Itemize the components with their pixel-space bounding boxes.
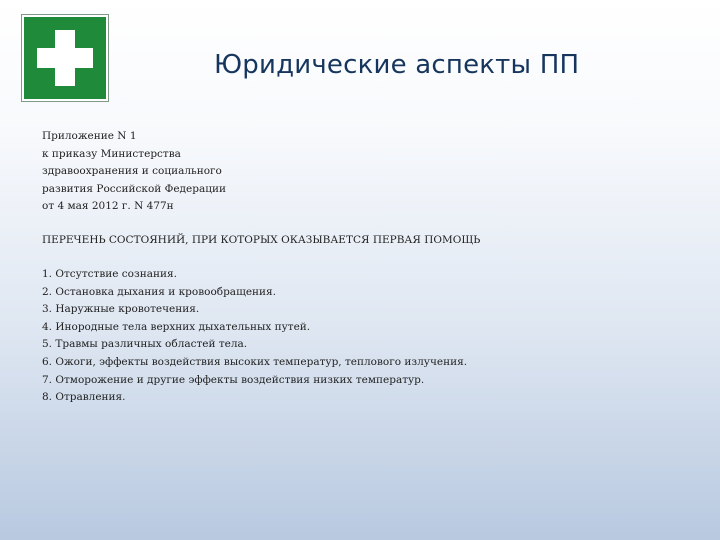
list-item: 8. Отравления. — [42, 391, 126, 404]
list-item: 1. Отсутствие сознания. — [42, 268, 177, 280]
first-aid-logo — [22, 15, 108, 101]
list-item: 5. Травмы различных областей тела. — [42, 338, 248, 351]
first-aid-cross-icon — [24, 17, 106, 99]
document-header-line: здравоохранения и социального — [42, 165, 222, 177]
list-item: 6. Ожоги, эффекты воздействия высоких температур, теплового излучения. — [42, 355, 468, 368]
slide-title: Юридические аспекты ПП — [214, 50, 580, 80]
document-header-line: Приложение N 1 — [42, 130, 137, 142]
list-item: 2. Остановка дыхания и кровообращения. — [42, 285, 276, 298]
list-item: 3. Наружные кровотечения. — [42, 303, 200, 316]
document-header-line: к приказу Министерства — [42, 147, 181, 160]
list-heading: ПЕРЕЧЕНЬ СОСТОЯНИЙ, ПРИ КОТОРЫХ ОКАЗЫВАЕТСЯ ПЕРВАЯ ПОМОЩЬ — [42, 234, 481, 246]
conditions-list — [42, 266, 467, 407]
document-header-line: от 4 мая 2012 г. N 477н — [42, 200, 174, 212]
document-header — [42, 128, 226, 216]
document-header-line: развития Российской Федерации — [42, 182, 226, 195]
list-item: 7. Отморожение и другие эффекты воздействия низких температур. — [42, 373, 425, 386]
list-item: 4. Инородные тела верхних дыхательных путей. — [42, 320, 311, 333]
